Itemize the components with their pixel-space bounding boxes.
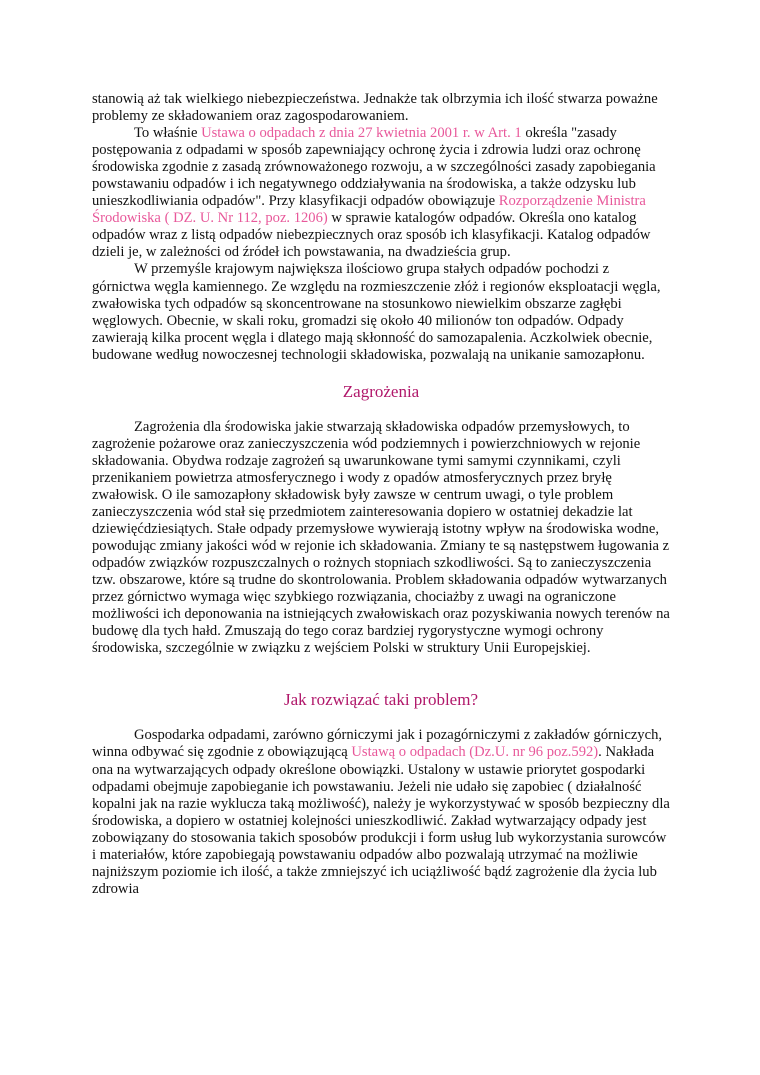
paragraph-text: w sprawie katalogów odpadów. Określa ono katalog odpadów wraz z listą odpadów niebezpiecznych oraz sposób ich klasyfikacji. Katalog odpadów dzieli je, w zależności od źródeł ich powstawania, na dwadzieścia grup. — [92, 210, 651, 261]
link-ustawa-o-odpadach-dzu[interactable]: Ustawą o odpadach (Dz.U. nr 96 poz.592) — [351, 744, 599, 761]
link-ustawa-o-odpadach-2001[interactable]: Ustawa o odpadach z dnia 27 kwietnia 2001 r. w Art. 1 — [201, 125, 522, 142]
paragraph-intro-continuation: stanowią aż tak wielkiego niebezpieczeństwa. Jednakże tak olbrzymia ich ilość stwarza poważne problemy ze składowaniem oraz zagospodarowaniem. — [92, 91, 658, 125]
paragraph-zagrozenia: Zagrożenia dla środowiska jakie stwarzają składowiska odpadów przemysłowych, to zagrożenie pożarowe oraz zanieczyszczenia wód podziemnych i powierzchniowych w rejonie składowania. Obydwa rodzaje zagrożeń są uwarunkowane tymi samymi czynnikami, czyli przenikaniem powietrza atmosferycznego i wody z opadów atmosferycznych przez bryłę zwałowisk. O ile samozapłony składowisk były zawsze w centrum uwagi, o tyle problem zanieczyszczenia wód stał się przedmiotem zainteresowania dopiero w ostatniej dekadzie lat dziewięćdziesiątych. Stałe odpady przemysłowe wywierają istotny wpływ na środowiska wodne, powodując zmiany jakości wód w rejonie ich składowania. Zmiany te są następstwem ługowania z odpadów związków rozpuszczalnych o rożnych stopniach szkodliwości. Są to zanieczyszczenia tzw. obszarowe, które są trudne do skontrolowania. Problem składowania odpadów wytwarzanych przez górnictwo wymaga więc szybkiego rozwiązania, chociażby z uwagi na ograniczone możliwości ich deponowania na istniejących zwałowiskach oraz pozyskiwania nowych terenów na budowę dla tych hałd. Zmuszają do tego coraz bardziej rygorystyczne wymogi ochrony środowiska, szczególnie w związku z wejściem Polski w struktury Unii Europejskiej. — [92, 418, 670, 657]
paragraph-text: To właśnie — [134, 125, 202, 142]
link-rozporzadzenie-ministra[interactable]: Rozporządzenie Ministra Środowiska ( DZ. U. Nr 112, poz. 1206) — [92, 193, 646, 227]
paragraph-ustawa — [92, 125, 670, 261]
paragraph-text: określa "zasady postępowania z odpadami w sposób zapewniający ochronę życia i zdrowia ludzi oraz ochronę środowiska zgodnie z zasadą zrównoważonego rozwoju, a w szczególności zasady zapobiegania powstawaniu odpadów i ich negatywnego oddziaływania na środowiska, a także odzysku lub unieszkodliwiania odpadów". Przy klasyfikacji odpadów obowiązuje — [92, 125, 656, 210]
heading-jak-rozwiazac: Jak rozwiązać taki problem? — [284, 690, 478, 710]
paragraph-gornictwo: W przemyśle krajowym największa ilościowo grupa stałych odpadów pochodzi z górnictwa węgla kamiennego. Ze względu na rozmieszczenie złóż i regionów eksploatacji węgla, zwałowiska tych odpadów są skoncentrowane na stosunkowo niewielkim obszarze zagłębi węglowych. Obecnie, w skali roku, gromadzi się około 40 milionów ton odpadów. Odpady zawierają kilka procent węgla i dlatego mają skłonność do samozapalenia. Aczkolwiek obecnie, budowane według nowoczesnej technologii składowiska, pozwalają na unikanie samozapłonu. — [92, 261, 661, 363]
paragraph-text: Gospodarka odpadami, zarówno górniczymi jak i pozagórniczymi z zakładów górniczych, winna odbywać się zgodnie z obowiązującą — [92, 727, 663, 761]
paragraph-text: . Nakłada ona na wytwarzających odpady określone obowiązki. Ustalony w ustawie priorytet gospodarki odpadami obejmuje zapobieganie ich powstawaniu. Jeżeli nie udało się zapobiec ( działalność kopalni jak na razie wyklucza taką możliwość), należy je wykorzystywać w sposób bezpieczny dla środowiska, a dopiero w ostatniej kolejności unieszkodliwić. Zakład wytwarzający odpady jest zobowiązany do stosowania takich sposobów produkcji i form usług lub wykorzystania surowców i materiałów, które zapobiegają powstawaniu odpadów albo pozwalają utrzymać na możliwie najniższym poziomie ich ilość, a także zmniejszyć ich uciążliwość bądź zagrożenie dla życia lub zdrowia — [92, 744, 670, 897]
paragraph-gospodarka-odpadami — [92, 727, 670, 897]
document-page — [92, 91, 670, 898]
heading-zagrozenia: Zagrożenia — [342, 381, 420, 401]
